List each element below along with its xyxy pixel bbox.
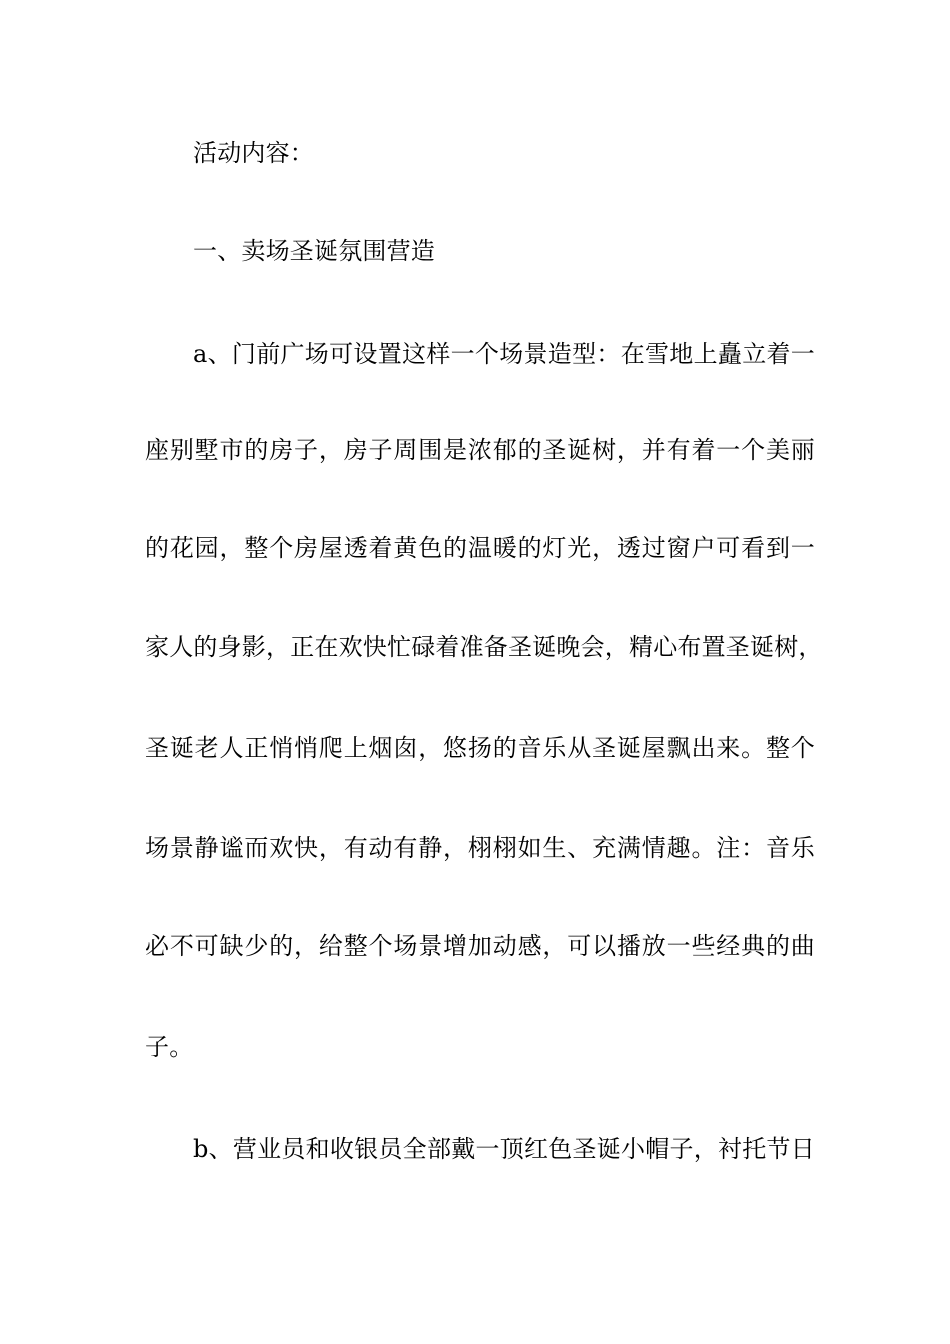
paragraph-b-line-1: b、营业员和收银员全部戴一顶红色圣诞小帽子，衬托节日 — [193, 1135, 815, 1163]
paragraph-a-line-1: a、门前广场可设置这样一个场景造型：在雪地上矗立着一 — [193, 340, 815, 368]
paragraph-a-line-2: 座别墅市的房子，房子周围是浓郁的圣诞树，并有着一个美丽 — [145, 436, 815, 464]
paragraph-a-line-7: 必不可缺少的，给整个场景增加动感，可以播放一些经典的曲 — [145, 932, 815, 960]
paragraph-a-line-4: 家人的身影，正在欢快忙碌着准备圣诞晚会，精心布置圣诞树， — [145, 633, 823, 661]
paragraph-a-line-8: 子。 — [145, 1033, 194, 1061]
section-heading-activity-content: 活动内容： — [193, 139, 314, 167]
paragraph-a-line-6: 场景静谧而欢快，有动有静，栩栩如生、充满情趣。注：音乐 — [145, 834, 815, 862]
subsection-heading-store-atmosphere: 一、卖场圣诞氛围营造 — [193, 237, 435, 265]
paragraph-a-line-3: 的花园，整个房屋透着黄色的温暖的灯光，透过窗户可看到一 — [145, 534, 815, 562]
paragraph-a-line-5: 圣诞老人正悄悄爬上烟囱，悠扬的音乐从圣诞屋飘出来。整个 — [145, 734, 815, 762]
